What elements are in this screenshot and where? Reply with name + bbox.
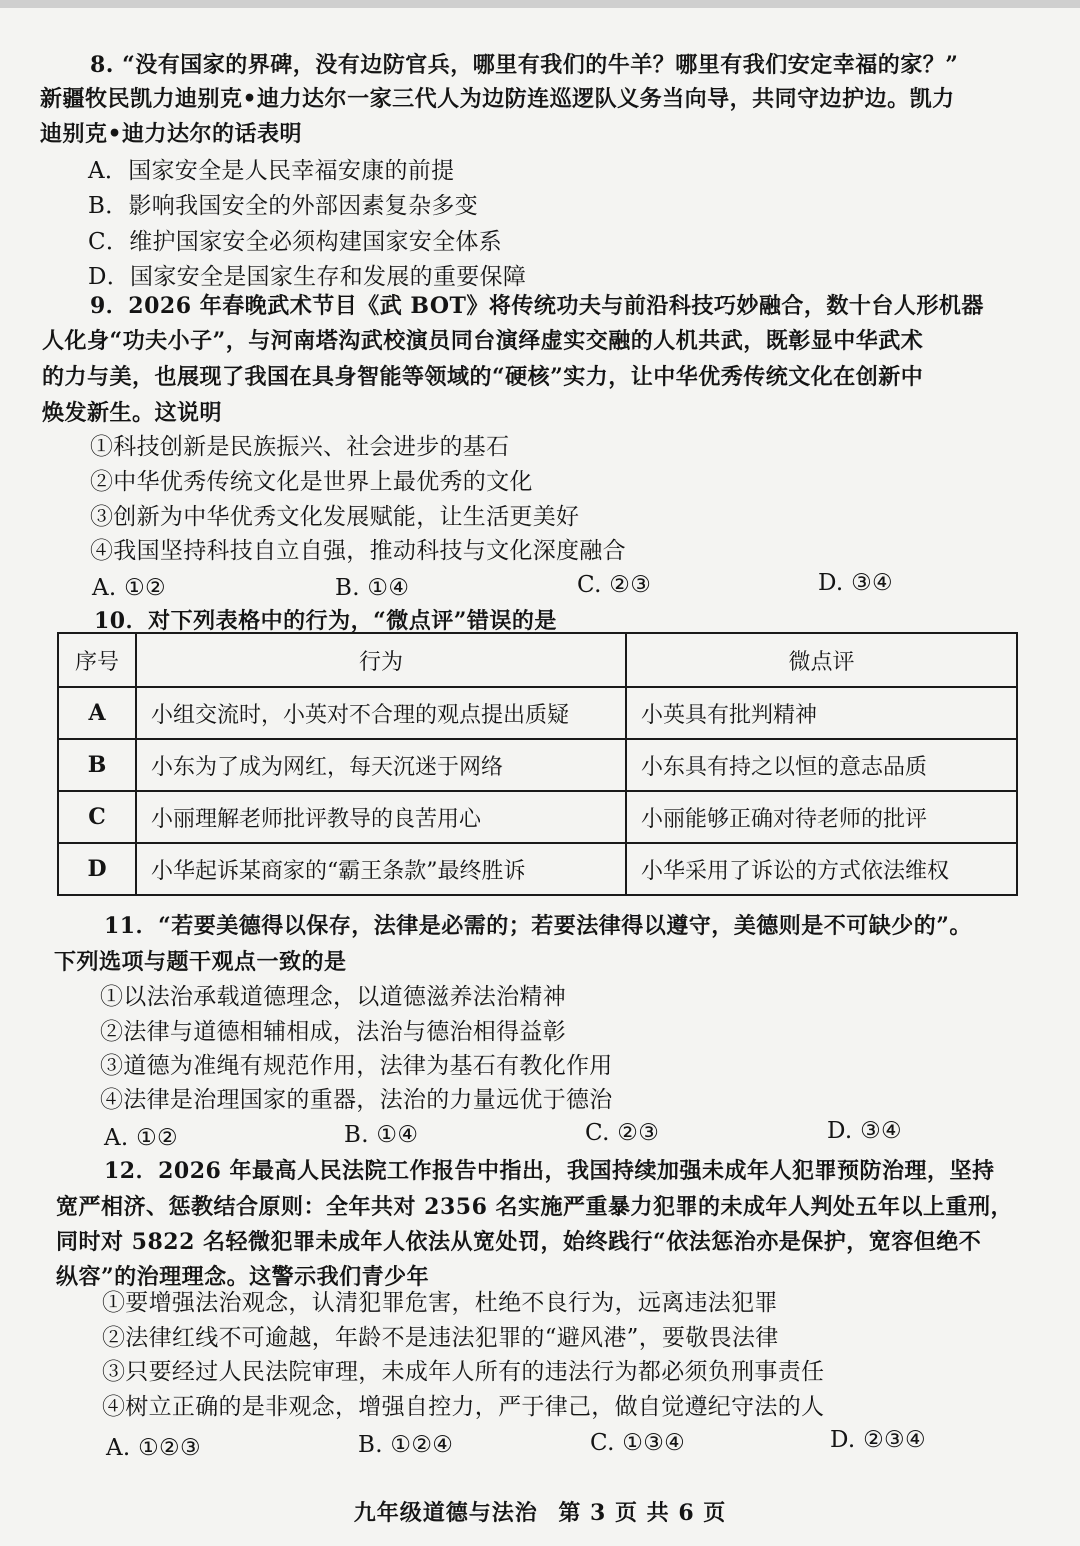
q11-item-1: ①以法治承载道德理念，以道德滋养法治精神 [100, 984, 566, 1010]
table-row [58, 791, 1017, 843]
row-seq: A [58, 687, 136, 739]
q11-choice-d: D. ③④ [827, 1118, 902, 1144]
q9-choice-c: C. ②③ [577, 572, 652, 598]
footer-page-number: 第 3 页 共 6 页 [558, 1500, 727, 1526]
q8-option-a: A．国家安全是人民幸福安康的前提 [88, 158, 455, 184]
q11-item-3: ③道德为准绳有规范作用，法律为基石有教化作用 [100, 1053, 613, 1079]
q11-item-4: ④法律是治理国家的重器，法治的力量远优于德治 [100, 1087, 613, 1113]
q12-stem-line-1: 12．2026 年最高人民法院工作报告中指出，我国持续加强未成年人犯罪预防治理，坚持 [104, 1158, 995, 1184]
table-row [58, 739, 1017, 791]
header-seq: 序号 [58, 633, 136, 687]
q9-choice-a: A. ①② [92, 575, 166, 601]
header-comment: 微点评 [626, 633, 1017, 687]
table-header-row [58, 633, 1017, 687]
q11-choice-b: B. ①④ [344, 1122, 419, 1148]
q8-option-b: B．影响我国安全的外部因素复杂多变 [88, 193, 479, 219]
row-comment: 小丽能够正确对待老师的批评 [626, 791, 1017, 843]
q9-item-1: ①科技创新是民族振兴、社会进步的基石 [90, 434, 510, 460]
row-seq: D [58, 843, 136, 895]
q12-item-2: ②法律红线不可逾越，年龄不是违法犯罪的“避风港”，要敬畏法律 [102, 1325, 779, 1351]
q8-stem-line-2: 新疆牧民凯力迪别克•迪力达尔一家三代人为边防连巡逻队义务当向导，共同守边护边。凯力 [40, 86, 955, 112]
q12-choice-d: D. ②③④ [830, 1427, 926, 1453]
q9-stem-line-4: 焕发新生。这说明 [42, 400, 223, 426]
q8-stem-line-3: 迪别克•迪力达尔的话表明 [40, 121, 303, 147]
q8-stem-line-1: 8. “没有国家的界碑，没有边防官兵，哪里有我们的牛羊？哪里有我们安定幸福的家？” [90, 52, 959, 78]
q9-item-4: ④我国坚持科技自立自强，推动科技与文化深度融合 [90, 538, 626, 564]
q11-choice-c: C. ②③ [585, 1120, 660, 1146]
q11-choice-a: A. ①② [104, 1125, 178, 1151]
q8-option-c: C．维护国家安全必须构建国家安全体系 [88, 229, 502, 255]
q12-choice-c: C. ①③④ [590, 1430, 686, 1456]
table-row [58, 843, 1017, 895]
row-behavior: 小组交流时，小英对不合理的观点提出质疑 [136, 687, 626, 739]
footer-subject: 九年级道德与法治 [353, 1500, 538, 1526]
q9-choice-b: B. ①④ [335, 575, 410, 601]
q12-stem-line-2: 宽严相济、惩教结合原则：全年共对 2356 名实施严重暴力犯罪的未成年人判处五年以上重刑， [56, 1194, 1014, 1220]
row-comment: 小英具有批判精神 [626, 687, 1017, 739]
q12-choice-b: B. ①②④ [358, 1432, 454, 1458]
row-comment: 小东具有持之以恒的意志品质 [626, 739, 1017, 791]
row-seq: C [58, 791, 136, 843]
q9-stem-line-2: 人化身“功夫小子”，与河南塔沟武校演员同台演绎虚实交融的人机共武，既彰显中华武术 [42, 328, 924, 354]
q9-item-3: ③创新为中华优秀文化发展赋能，让生活更美好 [90, 504, 580, 530]
row-behavior: 小丽理解老师批评教导的良苦用心 [136, 791, 626, 843]
q12-item-3: ③只要经过人民法院审理，未成年人所有的违法行为都必须负刑事责任 [102, 1359, 825, 1385]
q9-choice-d: D. ③④ [818, 570, 893, 596]
q12-item-4: ④树立正确的是非观念，增强自控力，严于律己，做自觉遵纪守法的人 [102, 1394, 825, 1420]
q12-item-1: ①要增强法治观念，认清犯罪危害，杜绝不良行为，远离违法犯罪 [102, 1290, 778, 1316]
q9-stem-line-1: 9．2026 年春晚武术节目《武 BOT》将传统功夫与前沿科技巧妙融合，数十台人形机器 [90, 293, 984, 319]
row-behavior: 小华起诉某商家的“霸王条款”最终胜诉 [136, 843, 626, 895]
q12-stem-line-3: 同时对 5822 名轻微犯罪未成年人依法从宽处罚，始终践行“依法惩治亦是保护，宽容但绝不 [56, 1229, 982, 1255]
q10-stem: 10．对下列表格中的行为，“微点评”错误的是 [94, 608, 557, 634]
page-footer [0, 1496, 1080, 1527]
q12-stem-line-4: 纵容”的治理理念。这警示我们青少年 [56, 1264, 430, 1290]
q11-stem-line-2: 下列选项与题干观点一致的是 [54, 949, 347, 975]
q8-option-d: D．国家安全是国家生存和发展的重要保障 [88, 264, 527, 290]
header-behavior: 行为 [136, 633, 626, 687]
q10-table [57, 632, 1018, 896]
row-comment: 小华采用了诉讼的方式依法维权 [626, 843, 1017, 895]
q11-stem-line-1: 11．“若要美德得以保存，法律是必需的；若要法律得以遵守，美德则是不可缺少的”。 [104, 913, 972, 939]
row-seq: B [58, 739, 136, 791]
q9-stem-line-3: 的力与美，也展现了我国在具身智能等领域的“硬核”实力，让中华优秀传统文化在创新中 [42, 364, 924, 390]
table-row [58, 687, 1017, 739]
q12-choice-a: A. ①②③ [106, 1435, 201, 1461]
row-behavior: 小东为了成为网红，每天沉迷于网络 [136, 739, 626, 791]
q9-item-2: ②中华优秀传统文化是世界上最优秀的文化 [90, 469, 533, 495]
q11-item-2: ②法律与道德相辅相成，法治与德治相得益彰 [100, 1019, 566, 1045]
